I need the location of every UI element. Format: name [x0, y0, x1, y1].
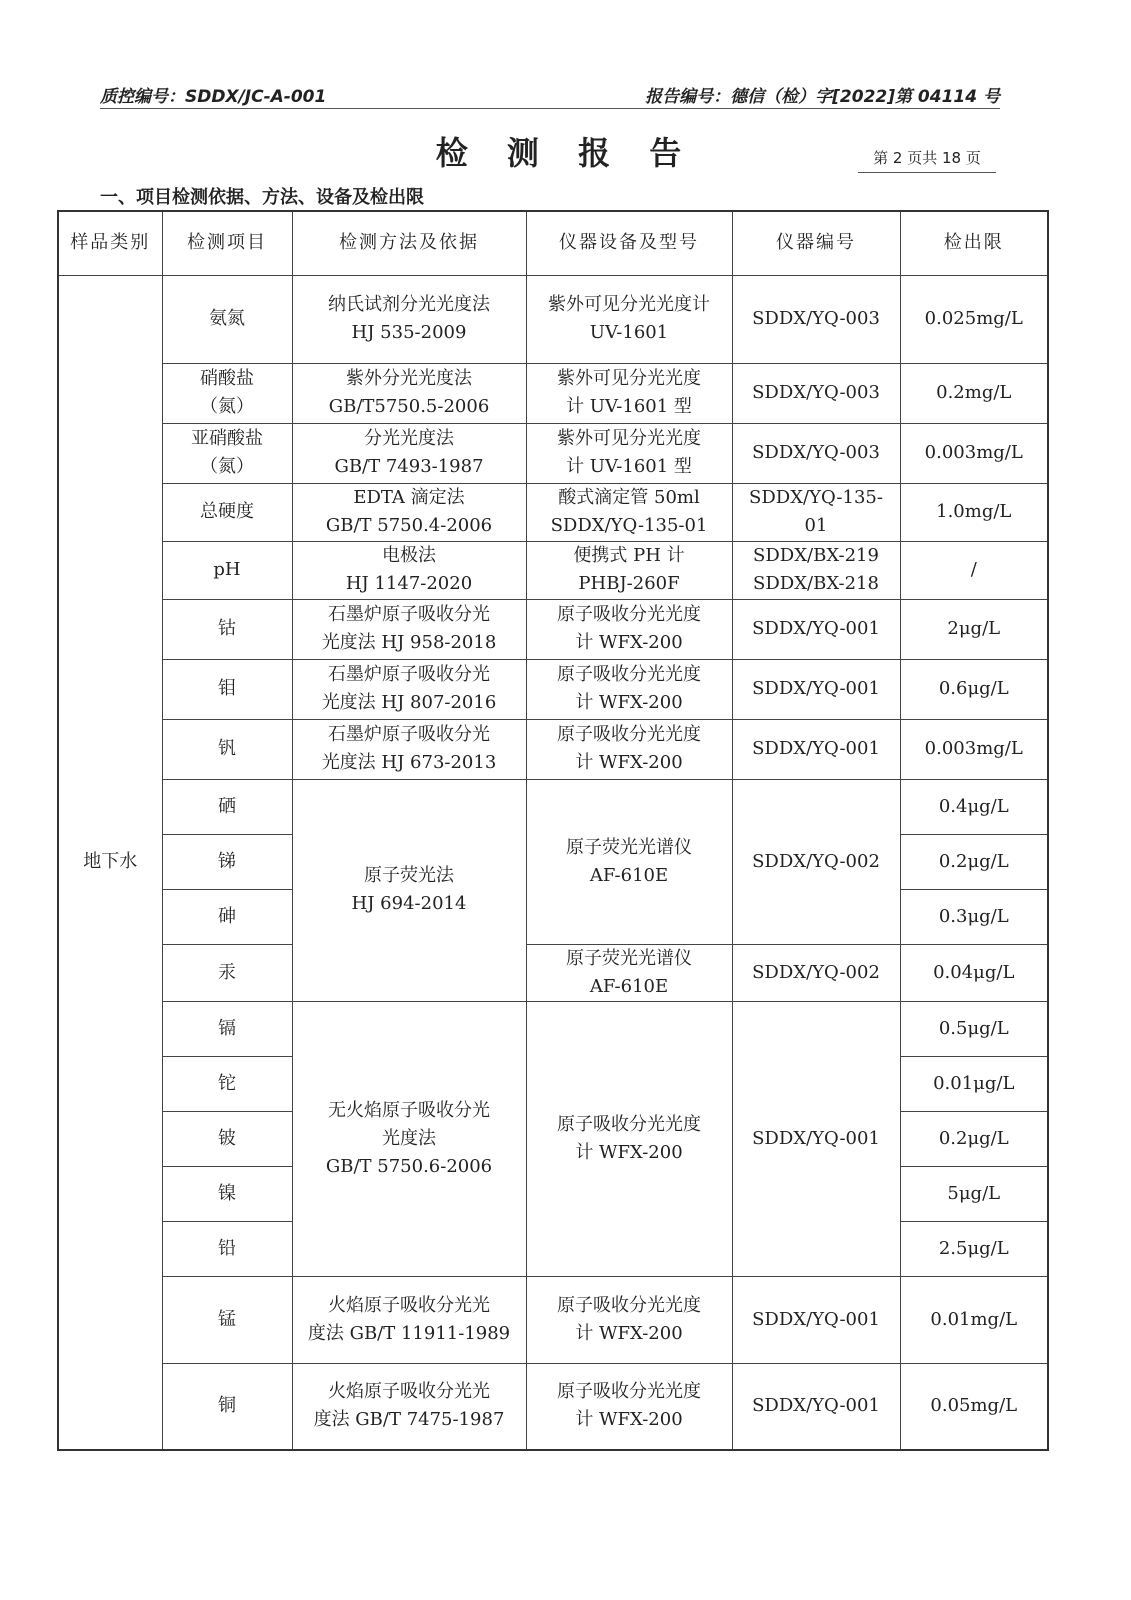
- header-method: 检测方法及依据: [292, 211, 526, 275]
- method-cell: 火焰原子吸收分光光 度法 GB/T 11911-1989: [292, 1276, 526, 1363]
- instrument-cell: 便携式 PH 计 PHBJ-260F: [526, 541, 732, 599]
- table-row: [58, 659, 1048, 719]
- item-cell: 镉: [162, 1001, 292, 1056]
- limit-cell: 0.003mg/L: [900, 719, 1048, 779]
- method-cell: 紫外分光光度法 GB/T5750.5-2006: [292, 363, 526, 423]
- instrument-cell: 紫外可见分光光度 计 UV-1601 型: [526, 363, 732, 423]
- instrument-cell: 原子吸收分光光度 计 WFX-200: [526, 599, 732, 659]
- item-cell: 钒: [162, 719, 292, 779]
- item-cell: 总硬度: [162, 483, 292, 541]
- item-cell: 铅: [162, 1221, 292, 1276]
- instrument-id-cell: SDDX/YQ-002: [732, 944, 900, 1001]
- limit-cell: 0.2mg/L: [900, 363, 1048, 423]
- limit-cell: 0.2μg/L: [900, 834, 1048, 889]
- header-detection-limit: 检出限: [900, 211, 1048, 275]
- limit-cell: 0.003mg/L: [900, 423, 1048, 483]
- method-cell: 石墨炉原子吸收分光 光度法 HJ 807-2016: [292, 659, 526, 719]
- quality-control-code: 质控编号：SDDX/JC-A-001: [100, 87, 327, 107]
- table-row: [58, 483, 1048, 541]
- method-cell: 分光光度法 GB/T 7493-1987: [292, 423, 526, 483]
- limit-cell: 2μg/L: [900, 599, 1048, 659]
- limit-cell: 0.025mg/L: [900, 275, 1048, 363]
- report-title: 检 测 报 告: [435, 134, 696, 172]
- instrument-cell: 原子吸收分光光度 计 WFX-200: [526, 659, 732, 719]
- header-item: 检测项目: [162, 211, 292, 275]
- method-cell: 电极法 HJ 1147-2020: [292, 541, 526, 599]
- method-cell: 火焰原子吸收分光光 度法 GB/T 7475-1987: [292, 1363, 526, 1450]
- method-cell: 无火焰原子吸收分光 光度法 GB/T 5750.6-2006: [292, 1001, 526, 1276]
- item-cell: 钴: [162, 599, 292, 659]
- instrument-cell: 酸式滴定管 50ml SDDX/YQ-135-01: [526, 483, 732, 541]
- instrument-cell: 原子吸收分光光度 计 WFX-200: [526, 719, 732, 779]
- limit-cell: 1.0mg/L: [900, 483, 1048, 541]
- limit-cell: 0.2μg/L: [900, 1111, 1048, 1166]
- limit-cell: /: [900, 541, 1048, 599]
- instrument-cell: 紫外可见分光光度计 UV-1601: [526, 275, 732, 363]
- method-cell: 纳氏试剂分光光度法 HJ 535-2009: [292, 275, 526, 363]
- limit-cell: 0.05mg/L: [900, 1363, 1048, 1450]
- instrument-id-cell: SDDX/YQ-003: [732, 275, 900, 363]
- instrument-cell: 原子荧光光谱仪 AF-610E: [526, 779, 732, 944]
- instrument-id-cell: SDDX/YQ-003: [732, 363, 900, 423]
- instrument-id-cell: SDDX/YQ-001: [732, 719, 900, 779]
- table-header-row: [58, 211, 1048, 275]
- limit-cell: 5μg/L: [900, 1166, 1048, 1221]
- limit-cell: 0.04μg/L: [900, 944, 1048, 1001]
- method-cell: 石墨炉原子吸收分光 光度法 HJ 673-2013: [292, 719, 526, 779]
- report-header: [100, 78, 1000, 109]
- instrument-id-cell: SDDX/YQ-001: [732, 1276, 900, 1363]
- limit-cell: 0.01μg/L: [900, 1056, 1048, 1111]
- item-cell: 铊: [162, 1056, 292, 1111]
- sample-type-cell: 地下水: [58, 275, 162, 1450]
- table-row: [58, 719, 1048, 779]
- instrument-id-cell: SDDX/YQ-001: [732, 599, 900, 659]
- limit-cell: 0.6μg/L: [900, 659, 1048, 719]
- instrument-id-cell: SDDX/YQ-135- 01: [732, 483, 900, 541]
- header-sample-type: 样品类别: [58, 211, 162, 275]
- limit-cell: 0.01mg/L: [900, 1276, 1048, 1363]
- item-cell: 铜: [162, 1363, 292, 1450]
- item-cell: 锰: [162, 1276, 292, 1363]
- item-cell: pH: [162, 541, 292, 599]
- detection-table: [57, 210, 1049, 1451]
- item-cell: 氨氮: [162, 275, 292, 363]
- instrument-cell: 紫外可见分光光度 计 UV-1601 型: [526, 423, 732, 483]
- table-row: [58, 1363, 1048, 1450]
- item-cell: 钼: [162, 659, 292, 719]
- method-cell: 石墨炉原子吸收分光 光度法 HJ 958-2018: [292, 599, 526, 659]
- table-row: [58, 363, 1048, 423]
- item-cell: 硒: [162, 779, 292, 834]
- table-row: [58, 275, 1048, 363]
- limit-cell: 0.5μg/L: [900, 1001, 1048, 1056]
- item-cell: 汞: [162, 944, 292, 1001]
- table-row: [58, 1001, 1048, 1056]
- table-row: [58, 944, 1048, 1001]
- method-cell: 原子荧光法 HJ 694-2014: [292, 779, 526, 1001]
- instrument-cell: 原子吸收分光光度 计 WFX-200: [526, 1001, 732, 1276]
- instrument-cell: 原子吸收分光光度 计 WFX-200: [526, 1363, 732, 1450]
- item-cell: 硝酸盐 （氮）: [162, 363, 292, 423]
- instrument-id-cell: SDDX/YQ-002: [732, 779, 900, 944]
- report-number: 报告编号：德信（检）字[2022]第 04114 号: [645, 87, 1000, 107]
- instrument-id-cell: SDDX/YQ-001: [732, 1363, 900, 1450]
- limit-cell: 0.3μg/L: [900, 889, 1048, 944]
- table-row: [58, 541, 1048, 599]
- method-cell: EDTA 滴定法 GB/T 5750.4-2006: [292, 483, 526, 541]
- limit-cell: 0.4μg/L: [900, 779, 1048, 834]
- section-title: 一、项目检测依据、方法、设备及检出限: [100, 187, 424, 208]
- instrument-id-cell: SDDX/YQ-001: [732, 1001, 900, 1276]
- table-row: [58, 1276, 1048, 1363]
- header-instrument: 仪器设备及型号: [526, 211, 732, 275]
- page-info: 第 2 页共 18 页: [858, 146, 996, 173]
- table-row: [58, 779, 1048, 834]
- instrument-id-cell: SDDX/YQ-003: [732, 423, 900, 483]
- item-cell: 铍: [162, 1111, 292, 1166]
- item-cell: 砷: [162, 889, 292, 944]
- instrument-id-cell: SDDX/BX-219 SDDX/BX-218: [732, 541, 900, 599]
- table-row: [58, 423, 1048, 483]
- item-cell: 锑: [162, 834, 292, 889]
- instrument-cell: 原子荧光光谱仪 AF-610E: [526, 944, 732, 1001]
- instrument-cell: 原子吸收分光光度 计 WFX-200: [526, 1276, 732, 1363]
- header-instrument-id: 仪器编号: [732, 211, 900, 275]
- item-cell: 镍: [162, 1166, 292, 1221]
- instrument-id-cell: SDDX/YQ-001: [732, 659, 900, 719]
- limit-cell: 2.5μg/L: [900, 1221, 1048, 1276]
- item-cell: 亚硝酸盐 （氮）: [162, 423, 292, 483]
- table-row: [58, 599, 1048, 659]
